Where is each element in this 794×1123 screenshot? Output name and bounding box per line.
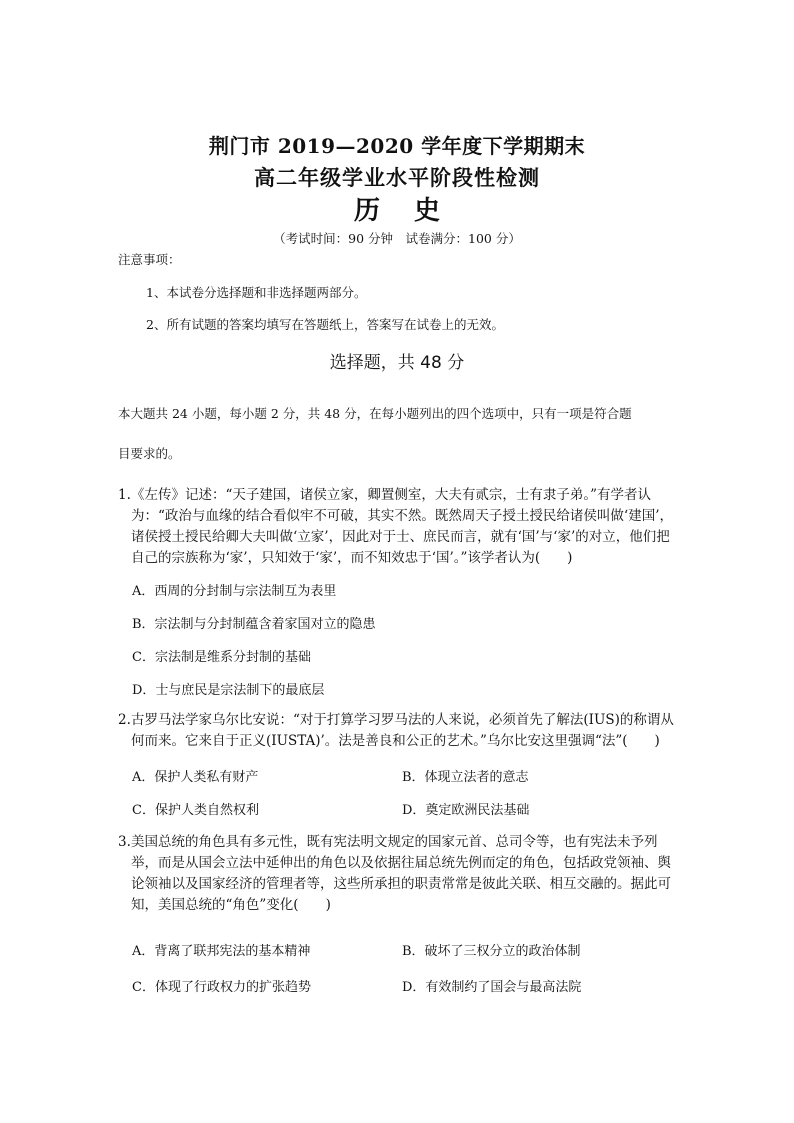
question-1-stem [118,485,678,569]
question-text: 美国总统的角色具有多元性，既有宪法明文规定的国家元首、总司令等，也有宪法未予列举，而是从国会立法中延伸出的角色以及依据往届总统先例而定的角色，包括政党领袖、舆论领袖以及国家经济的管理者等，这些所承担的职责常常是彼此关联、相互交融的。据此可知，美国总统的“角色”变化( ) [131,834,671,913]
question-3-option-d[interactable]: D．有效制约了国会与最高法院 [402,980,582,995]
question-3-stem [118,832,678,916]
question-1-option-c[interactable]: C．宗法制是维系分封制的基础 [132,650,311,665]
question-text: 《左传》记述：“天子建国，诸侯立家，卿置侧室，大夫有贰宗，士有隶子弟。”有学者认为：“政治与血缘的结合看似牢不可破，其实不然。既然周天子授土授民给诸侯叫做‘建国’，诸侯授土授民给卿大夫叫做‘立家’，因此对于士、庶民而言，就有‘国’与‘家’的对立，他们把自己的宗族称为‘家’，只知效于‘家’，而不知效忠于‘国’。”该学者认为( ) [131,487,673,566]
question-text: 古罗马法学家乌尔比安说：“对于打算学习罗马法的人来说，必须首先了解法(IUS)的称谓从何而来。它来自于正义(IUSTA)’。法是善良和公正的艺术。”乌尔比安这里强调“法”( ) [131,712,674,749]
subject-title: 历史 [353,196,474,226]
notes-heading: 注意事项： [118,252,181,267]
exam-title: 荆门市 2019—2020 学年度下学期期末 [208,134,586,158]
question-number: 2. [118,712,131,728]
question-3-option-c[interactable]: C．体现了行政权力的扩张趋势 [132,980,311,995]
section-intro-line2: 目要求的。 [118,446,181,461]
section-intro-line1: 本大题共 24 小题，每小题 2 分，共 48 分，在每小题列出的四个选项中，只有一项是符合题 [118,406,632,421]
question-2-stem [118,710,678,752]
note-item: 2、所有试题的答案均填写在答题纸上，答案写在试卷上的无效。 [146,317,504,332]
question-1-option-d[interactable]: D．士与庶民是宗法制下的最底层 [132,683,325,698]
question-3-option-a[interactable]: A．背离了联邦宪法的基本精神 [132,944,311,959]
question-2-option-b[interactable]: B．体现立法者的意志 [402,770,529,785]
question-2-option-c[interactable]: C．保护人类自然权利 [132,803,259,818]
section-title: 选择题，共 48 分 [329,353,465,373]
question-2-option-a[interactable]: A．保护人类私有财产 [132,770,259,785]
question-number: 1. [118,487,131,503]
question-2-option-d[interactable]: D．奠定欧洲民法基础 [402,803,530,818]
exam-time-info: （考试时间：90 分钟 试卷满分：100 分） [273,231,521,246]
question-1-option-b[interactable]: B．宗法制与分封制蕴含着家国对立的隐患 [132,617,376,632]
question-1-option-a[interactable]: A．西周的分封制与宗法制互为表里 [132,584,337,599]
question-number: 3. [118,834,131,850]
note-item: 1、本试卷分选择题和非选择题两部分。 [146,285,367,300]
exam-subtitle: 高二年级学业水平阶段性检测 [254,165,540,190]
question-3-option-b[interactable]: B．破坏了三权分立的政治体制 [402,944,581,959]
